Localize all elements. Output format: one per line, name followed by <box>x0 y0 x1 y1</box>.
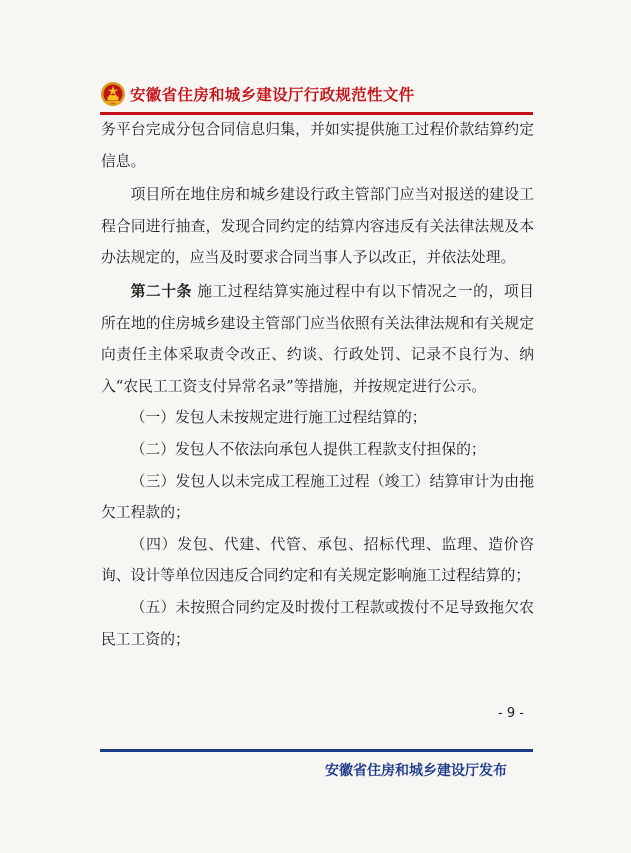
article-twenty <box>101 276 534 402</box>
paragraph-continued: 务平台完成分包合同信息归集，并如实提供施工过程价款结算约定信息。 <box>101 121 534 170</box>
national-emblem-icon <box>100 81 126 107</box>
footer-publisher: 安徽省住房和城乡建设厅发布 <box>325 763 507 779</box>
list-item: （二）发包人不依法向承包人提供工程款支付担保的； <box>130 440 486 458</box>
article-text: 施工过程结算实施过程中有以下情况之一的，项目所在地的住房城乡建设主管部门应当依照有关法律法规和有关规定向责任主体采取责令改正、约谈、行政处罚、记录不良行为、纳入“农民工工资支付异常名录”等措施，并按规定进行公示。 <box>101 282 534 395</box>
paragraph-inspection: 项目所在地住房和城乡建设行政主管部门应当对报送的建设工程合同进行抽查，发现合同约定的结算内容违反有关法律法规及本办法规定的，应当及时要求合同当事人予以改正，并依法处理。 <box>101 186 534 267</box>
document-body <box>101 114 534 655</box>
list-item: （三）发包人以未完成工程施工过程（竣工）结算审计为由拖欠工程款的； <box>101 472 534 522</box>
page-number: - 9 - <box>498 706 524 721</box>
article-label: 第二十条 <box>130 282 192 300</box>
list-item: （四）发包、代建、代管、承包、招标代理、监理、造价咨询、设计等单位因违反合同约定和有关规定影响施工过程结算的； <box>101 535 534 585</box>
document-header <box>100 80 540 108</box>
footer-divider <box>100 749 533 752</box>
list-item: （一）发包人未按规定进行施工过程结算的； <box>130 409 427 427</box>
list-item: （五）未按照合同约定及时拨付工程款或拨付不足导致拖欠农民工工资的； <box>101 598 534 648</box>
header-title: 安徽省住房和城乡建设厅行政规范性文件 <box>130 86 415 104</box>
